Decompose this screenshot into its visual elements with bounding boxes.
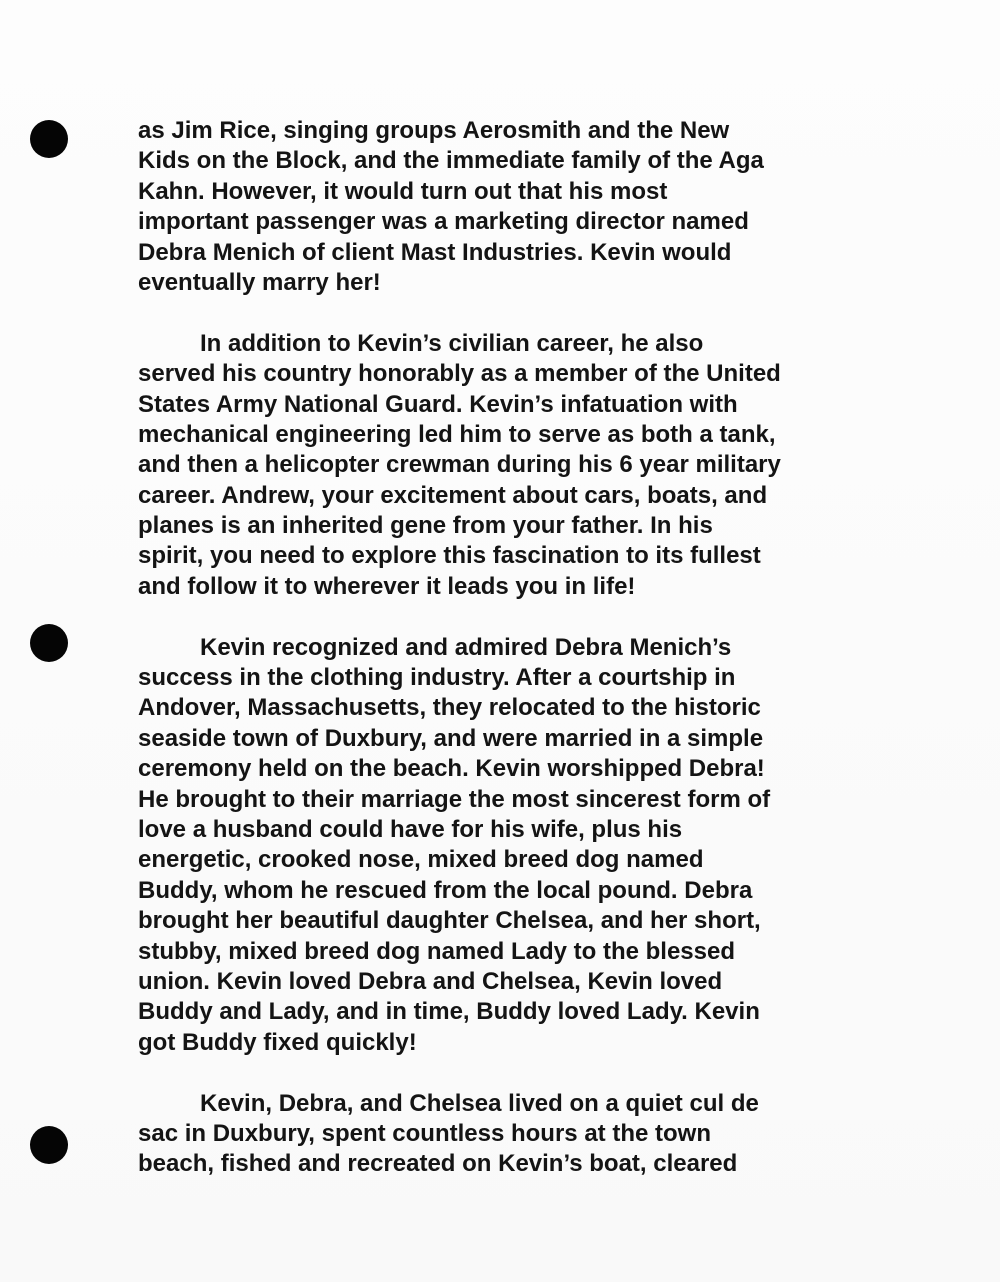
- text-line: Buddy, whom he rescued from the local pound. Debra: [138, 876, 753, 904]
- text-line: as Jim Rice, singing groups Aerosmith and the New: [138, 117, 730, 144]
- text-line: Kevin, Debra, and Chelsea lived on a quiet cul de: [200, 1089, 759, 1117]
- text-line: served his country honorably as a member of the United: [138, 360, 781, 388]
- text-line: Kids on the Block, and the immediate family of the Aga: [138, 147, 764, 175]
- paragraph-3: [138, 633, 878, 1058]
- text-line: and follow it to wherever it leads you in life!: [138, 572, 636, 600]
- text-line: spirit, you need to explore this fascination to its fullest: [138, 542, 761, 570]
- text-line: union. Kevin loved Debra and Chelsea, Kevin loved: [138, 967, 723, 995]
- paragraph-2: [138, 329, 878, 603]
- text-line: and then a helicopter crewman during his 6 year military: [138, 451, 781, 479]
- text-line: In addition to Kevin’s civilian career, he also: [200, 329, 704, 357]
- text-line: important passenger was a marketing director named: [138, 208, 749, 236]
- text-line: seaside town of Duxbury, and were married in a simple: [138, 724, 764, 752]
- text-line: States Army National Guard. Kevin’s infatuation with: [138, 390, 738, 418]
- binder-hole-top: [30, 120, 68, 158]
- binder-hole-bottom: [30, 1126, 68, 1164]
- text-line: got Buddy fixed quickly!: [138, 1028, 417, 1056]
- text-line: stubby, mixed breed dog named Lady to the blessed: [138, 937, 735, 965]
- text-line: energetic, crooked nose, mixed breed dog named: [138, 846, 704, 874]
- document-body: [138, 116, 878, 1180]
- text-line: Kevin recognized and admired Debra Menich’s: [200, 633, 732, 661]
- paragraph-gap: [138, 1058, 878, 1088]
- text-line: success in the clothing industry. After a courtship in: [138, 664, 736, 692]
- text-line: Kahn. However, it would turn out that his most: [138, 177, 668, 205]
- paragraph-1: [138, 116, 878, 298]
- paragraph-gap: [138, 602, 878, 632]
- paragraph-gap: [138, 298, 878, 328]
- paragraph-4: [138, 1089, 878, 1180]
- text-line: brought her beautiful daughter Chelsea, and her short,: [138, 907, 761, 935]
- text-line: Debra Menich of client Mast Industries. Kevin would: [138, 238, 732, 266]
- text-line: planes is an inherited gene from your father. In his: [138, 512, 713, 540]
- text-line: eventually marry her!: [138, 268, 381, 296]
- text-line: career. Andrew, your excitement about cars, boats, and: [138, 481, 768, 509]
- text-line: Buddy and Lady, and in time, Buddy loved Lady. Kevin: [138, 998, 760, 1026]
- text-line: beach, fished and recreated on Kevin’s boat, cleared: [138, 1150, 738, 1178]
- text-line: Andover, Massachusetts, they relocated to the historic: [138, 694, 761, 722]
- binder-hole-middle: [30, 624, 68, 662]
- text-line: ceremony held on the beach. Kevin worshipped Debra!: [138, 755, 765, 783]
- text-line: love a husband could have for his wife, plus his: [138, 815, 683, 843]
- text-line: He brought to their marriage the most sincerest form of: [138, 785, 771, 813]
- text-line: sac in Duxbury, spent countless hours at the town: [138, 1119, 711, 1147]
- text-line: mechanical engineering led him to serve as both a tank,: [138, 420, 776, 448]
